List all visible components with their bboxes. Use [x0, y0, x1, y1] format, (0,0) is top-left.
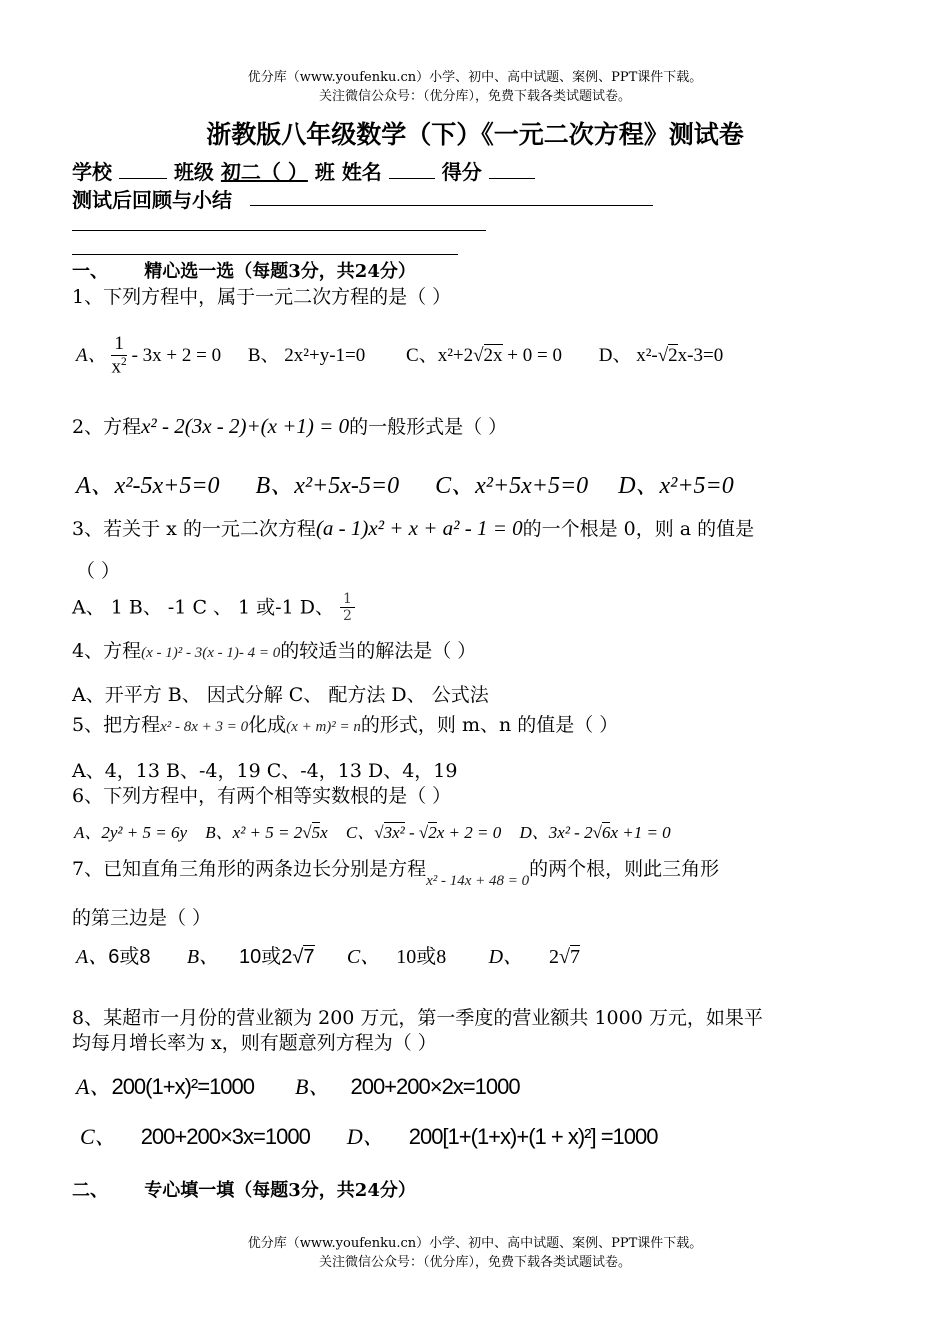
q4-equation: (x - 1)² - 3(x - 1)- 4 = 0 — [141, 645, 281, 661]
q3-option-d-fraction: $\frac{1}{2}$ — [340, 592, 355, 625]
q6-option-a: A、2y² + 5 = 6y — [74, 823, 188, 842]
q8-options-row2: C、 200+200×3x=1000 D、 200[1+(1+x)+(1 + x)²] =1000 — [80, 1124, 658, 1149]
q7-option-a: 6或8 — [108, 946, 151, 968]
q6-options — [74, 818, 671, 843]
q2-equation: x² - 2(3x - 2)+(x +1) = 0 — [141, 414, 350, 438]
class-value: 初二（ ） — [220, 160, 308, 184]
review-label: 测试后回顾与小结 — [72, 188, 232, 212]
name-label: 姓名 — [341, 160, 382, 184]
q6-option-d: D、3x² - 2√6x +1 = 0 — [519, 823, 671, 842]
q8-stem-line1: 8、某超市一月份的营业额为 200 万元，第一季度的营业额共 1000 万元，如果平 — [72, 1007, 763, 1029]
q2-options — [76, 465, 734, 500]
q4-stem: 4、方程(x - 1)² - 3(x - 1)- 4 = 0的较适当的解法是（ ） — [72, 640, 477, 662]
q1-option-b: B、 2x²+y-1=0 — [247, 344, 366, 366]
school-label: 学校 — [72, 160, 112, 184]
section-1-title: 精心选一选（每题3分，共24分） — [144, 261, 416, 282]
q1-option-d: D、 x²-√2x-3=0 — [598, 344, 724, 366]
q7-options: A、6或8 B、 10或2√7 C、 10或8 D、 2√7 — [76, 946, 581, 968]
q8-option-b: 200+200×2x=1000 — [350, 1074, 520, 1099]
q1-option-a-denominator: $x^2$ — [111, 355, 127, 378]
q8-options-row1: A、200(1+x)²=1000 B、 200+200×2x=1000 — [76, 1074, 520, 1099]
q1-stem: 1、下列方程中，属于一元二次方程的是（ ） — [72, 286, 452, 308]
school-blank[interactable] — [119, 178, 167, 179]
section-1-heading — [72, 257, 416, 283]
q2-option-c: C、x²+5x+5=0 — [435, 473, 589, 499]
section-2-number: 二、 — [72, 1180, 108, 1201]
page-footer-line1: 优分库（www.youfenku.cn）小学、初中、高中试题、案例、PPT课件下载。 — [247, 1236, 703, 1251]
section-1-number: 一、 — [72, 261, 108, 282]
q2-option-d: D、x²+5=0 — [618, 473, 734, 499]
q8-option-d: 200[1+(1+x)+(1 + x)²] =1000 — [408, 1124, 658, 1149]
q1-option-a-fraction — [111, 334, 127, 379]
q3-blank: （ ） — [76, 560, 121, 582]
q7-stem: 7、已知直角三角形的两条边长分别是方程$_{x^2 - 14x + 48 = 0}$的两个根，则此三角形 — [72, 858, 720, 889]
student-info-line — [72, 156, 535, 185]
q2-stem: 2、方程x² - 2(3x - 2)+(x +1) = 0的一般形式是（ ） — [72, 414, 508, 438]
section-2-title: 专心填一填（每题3分，共24分） — [144, 1180, 416, 1201]
q7-equation: x² - 14x + 48 = 0 — [426, 873, 530, 889]
q7-option-d: 2√7 — [549, 946, 581, 968]
q8-stem-line2: 均每月增长率为 x，则有题意列方程为（ ） — [72, 1032, 437, 1054]
review-line-1[interactable] — [250, 205, 653, 206]
review-line-2[interactable] — [72, 230, 486, 231]
q1-option-a-numerator: 1 — [111, 334, 127, 356]
q5-options: A、4，13 B、-4，19 C、-4，13 D、4，19 — [72, 760, 458, 782]
page-header-line2: 关注微信公众号：（优分库），免费下载各类试题试卷。 — [318, 89, 631, 104]
q1-options — [76, 334, 723, 389]
q2-option-a: A、x²-5x+5=0 — [76, 473, 220, 499]
review-line-3[interactable] — [72, 254, 458, 255]
q8-option-a: 200(1+x)²=1000 — [111, 1074, 255, 1099]
q2-option-b: B、x²+5x-5=0 — [255, 473, 400, 499]
score-blank[interactable] — [489, 178, 535, 179]
name-blank[interactable] — [389, 178, 435, 179]
q6-option-b: B、x² + 5 = 2√5x — [205, 823, 328, 842]
q1-option-c: C、x²+2√2x + 0 = 0 — [406, 344, 562, 366]
q8-option-c: 200+200×3x=1000 — [140, 1124, 310, 1149]
q3-stem: 3、若关于 x 的一元二次方程(a - 1)x² + x + a² - 1 = 0的一个根是 0，则 a 的值是 — [72, 516, 755, 540]
q3-options: A、 1 B、 -1 C 、 1 或-1 D、 $\frac{1}{2}$ — [72, 592, 355, 625]
q7-option-c: 10或8 — [396, 946, 447, 968]
q3-equation: (a - 1)x² + x + a² - 1 = 0 — [315, 516, 523, 540]
class-label: 班级 — [173, 160, 214, 184]
q4-options: A、开平方 B、 因式分解 C、 配方法 D、 公式法 — [72, 684, 489, 706]
page-header-line1: 优分库（www.youfenku.cn）小学、初中、高中试题、案例、PPT课件下载。 — [247, 70, 703, 85]
q6-stem: 6、下列方程中，有两个相等实数根的是（ ） — [72, 785, 452, 807]
q5-equation-2: (x + m)² = n — [286, 719, 361, 735]
q5-stem: 5、把方程x² - 8x + 3 = 0化成(x + m)² = n的形式，则 m、n 的值是（ ） — [72, 714, 619, 736]
q7-stem-line2: 的第三边是（ ） — [72, 907, 212, 929]
page-footer-line2: 关注微信公众号：（优分库），免费下载各类试题试卷。 — [318, 1255, 631, 1270]
section-2-heading — [72, 1176, 416, 1202]
q1-option-a-rest: - 3x + 2 = 0 — [131, 344, 222, 366]
class-suffix: 班 — [314, 160, 335, 184]
score-label: 得分 — [441, 160, 482, 184]
q5-equation-1: x² - 8x + 3 = 0 — [160, 719, 249, 735]
q6-option-c: C、√3x² - √2x + 2 = 0 — [345, 823, 502, 842]
q7-option-b: 10或2√7 — [239, 946, 315, 968]
page-title: 浙教版八年级数学（下）《一元二次方程》测试卷 — [206, 120, 744, 149]
q1-option-a-label: A、 — [76, 344, 107, 366]
